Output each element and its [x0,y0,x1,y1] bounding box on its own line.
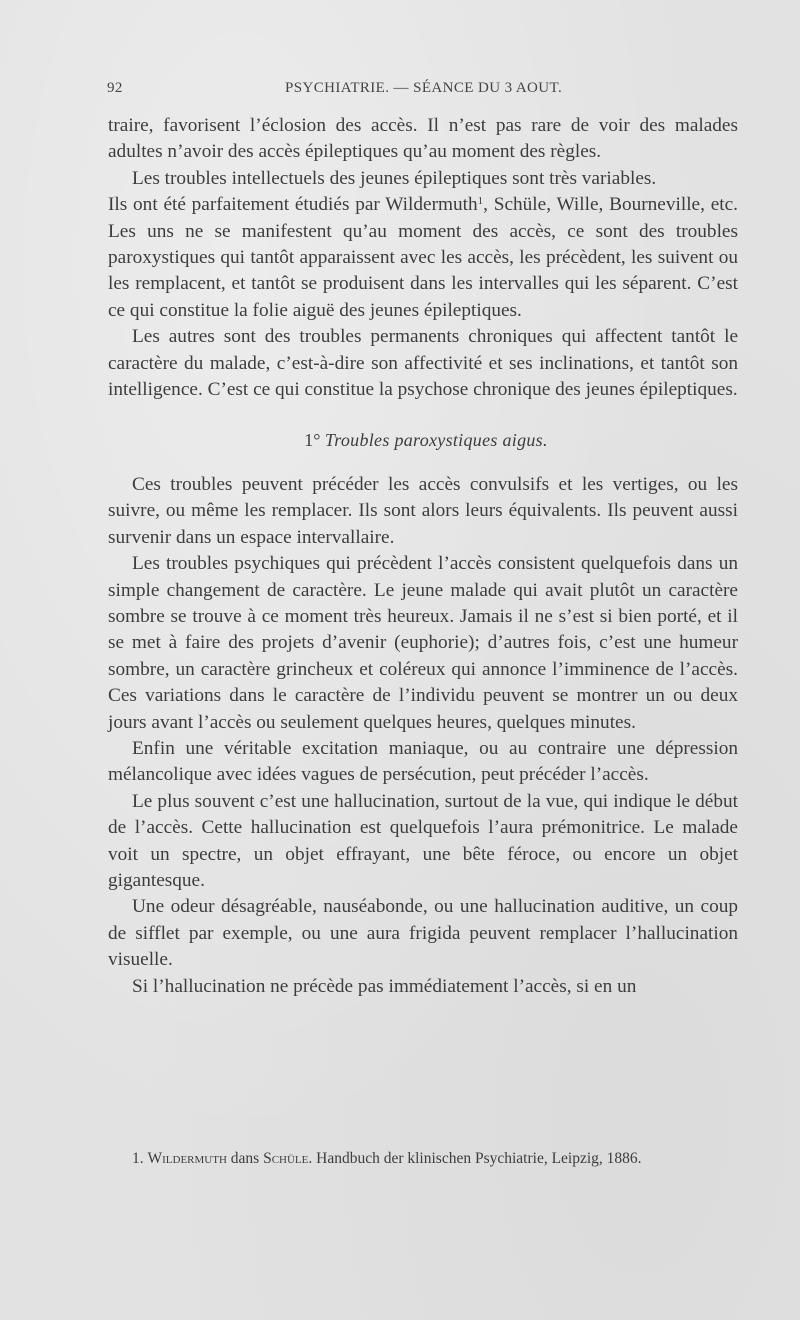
running-title: PSYCHIATRIE. — SÉANCE DU 3 AOUT. [285,80,563,96]
footnote-text: . Handbuch der klinischen Psychiatrie, Leipzig, 1886. [308,1150,642,1167]
footnote-connector: dans [230,1150,260,1167]
running-head [107,80,739,102]
paragraph-continuation: traire, favorisent l’éclosion des accès. Il n’est pas rare de voir des malades adultes n’avoir des accès épileptiques qu’au moment des règles. [108,115,738,163]
footnote [108,1149,738,1168]
body-text [108,113,738,1000]
section-heading [108,427,738,453]
section-number: 1° [304,430,321,451]
paragraph-equivalents: Ces troubles peuvent précéder les accès convulsifs et les vertiges, ou les suivre, ou même les remplacer. Ils sont alors leurs équivalents. Ils peuvent aussi survenir dans un espace intervallaire. [108,473,738,548]
footnote-number: 1. [132,1150,144,1167]
paragraph-character-change: Les troubles psychiques qui précèdent l’accès consistent quelquefois dans un simple changement de caractère. Le jeune malade qui avait plutôt un caractère sombre se trouve à ce moment très heureux. Jamais il ne s’est si bien porté, et il se met à faire des projets d’avenir (euphorie); d’autres fois, c’est une humeur sombre, un caractère grincheux et coléreux qui annonce l’imminence de l’accès. Ces variations dans le caractère de l’individu peuvent se montrer un ou deux jours avant l’accès ou seulement quelques heures, quelques minutes. [108,553,738,733]
paragraph-text: , Schüle, Wille, Bourneville, etc. Les uns ne se manifestent qu’au moment des accès, ce sont des troubles paroxystiques qui tantôt apparaissent avec les accès, les précèdent, les suivent ou les remplacent, et tantôt se produisent dans les intervalles qui les séparent. C’est ce qui constitue la folie aiguë des jeunes épileptiques. [108,194,738,321]
footnote-author-wildermuth: Wildermuth [147,1150,227,1167]
footnote-author-schule: Schüle [263,1150,309,1167]
paragraph-text: Ils ont été parfaitement étudiés par Wildermuth [108,194,478,216]
paragraph-maniac-excitation: Enfin une véritable excitation maniaque, ou au contraire une dépression mélancolique avec idées vagues de persécution, peut précéder l’accès. [108,737,738,786]
section-title: Troubles paroxystiques aigus. [324,430,548,451]
paragraph-permanent-troubles: Les autres sont des troubles permanents chroniques qui affectent tantôt le caractère du malade, c’est-à-dire son affectivité et ses inclinations, et tantôt son intelligence. C’est ce qui constitue la psychose chronique des jeunes épileptiques. [108,326,738,401]
paragraph-odor: Une odeur désagréable, nauséabonde, ou une hallucination auditive, un coup de sifflet par exemple, ou une aura frigida peuvent remplacer l’hallucination visuelle. [108,896,738,971]
paragraph-studied-by [108,192,738,324]
paragraph-hallucination: Le plus souvent c’est une hallucination, surtout de la vue, qui indique le début de l’accès. Cette hallucination est quelquefois l’aura prémonitrice. Le malade voit un spectre, un objet effrayant, une bête féroce, ou encore un objet gigantesque. [108,790,738,891]
footnote-reference[interactable]: 1 [477,195,484,208]
page-number: 92 [107,80,123,96]
paragraph-intellectual-troubles: Les troubles intellectuels des jeunes épileptiques sont très variables. [132,167,657,189]
paragraph-last-line: Si l’hallucination ne précède pas immédiatement l’accès, si en un [132,975,637,997]
